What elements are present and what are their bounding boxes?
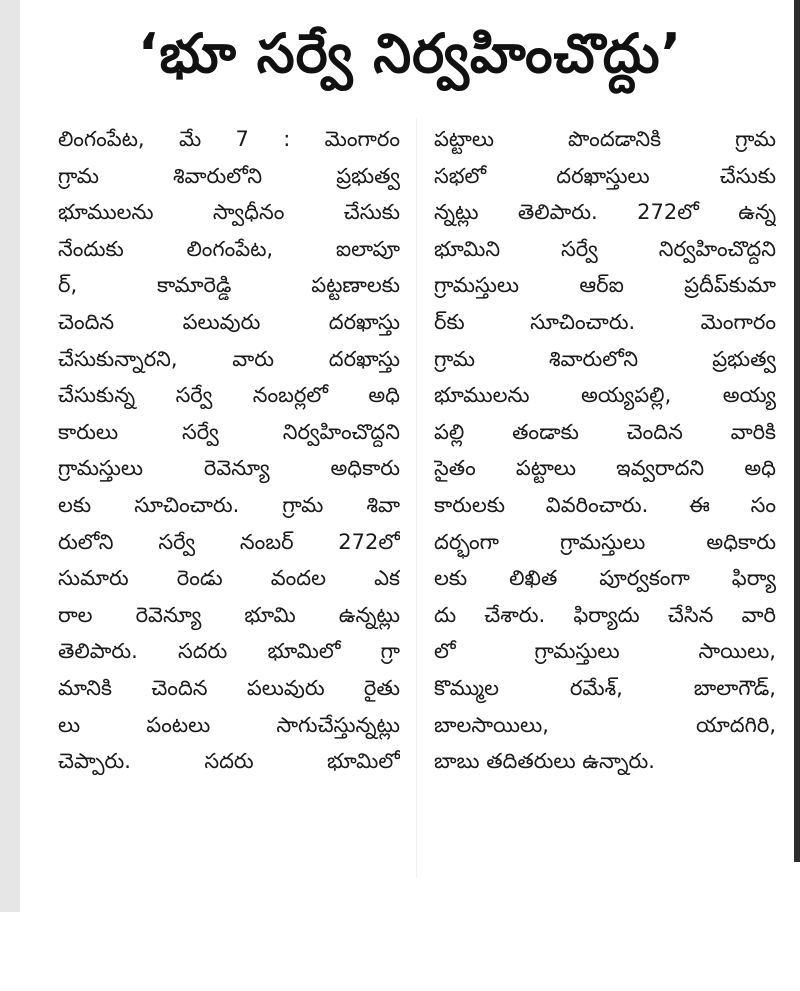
text-line: కారులు సర్వే నిర్వహించొద్దని (58, 419, 400, 444)
text-line: దర్భంగా గ్రామస్తులు అధికారు (434, 529, 776, 554)
text-line: పల్లి తండాకు చెందిన వారికి (434, 419, 776, 444)
text-line: రాల రెవెన్యూ భూమి ఉన్నట్లు (58, 602, 400, 627)
text-line: పట్టాలు పొందడానికి గ్రామ (434, 127, 776, 151)
right-column (434, 121, 776, 780)
left-column (58, 121, 400, 780)
text-line: నేందుకు లింగంపేట, ఐలాపూ (58, 236, 400, 261)
right-edge-border (794, 0, 800, 862)
headline: ‘భూ సర్వే నిర్వహించొద్దు’ (137, 22, 683, 85)
text-line: లు పంటలు సాగుచేస్తున్నట్లు (58, 712, 400, 737)
text-line: గ్రామ శివారులోని ప్రభుత్వ (434, 346, 776, 371)
text-line: గ్రామ శివారులోని ప్రభుత్వ (58, 163, 400, 188)
text-line: భూమిని సర్వే నిర్వహించొద్దని (434, 236, 776, 261)
text-line: గ్రామస్తులు ఆర్ఐ ప్రదీప్‌కుమా (434, 273, 776, 298)
left-shadow-strip (0, 0, 20, 912)
text-line: చెప్పారు. సదరు భూమిలో (58, 749, 400, 774)
text-line: సభలో దరఖాస్తులు చేసుకు (434, 163, 776, 188)
text-line: సైతం పట్టాలు ఇవ్వరాదని అధి (434, 456, 776, 481)
text-line: ర్‌కు సూచించారు. మెంగారం (434, 309, 776, 334)
text-line: భూములను అయ్యపల్లి, అయ్య (434, 383, 776, 408)
text-line: సుమారు రెండు వందల ఎక (58, 566, 400, 591)
text-line: లకు సూచించారు. గ్రామ శివా (58, 492, 400, 517)
text-line: దు చేశారు. ఫిర్యాదు చేసిన వారి (434, 602, 776, 627)
text-line: ర్, కామారెడ్డి పట్టణాలకు (58, 273, 400, 298)
text-line: మానికి చెందిన పలువురు రైతు (58, 675, 400, 700)
text-line: న్నట్లు తెలిపారు. 272లో ఉన్న (434, 200, 776, 225)
text-line: రులోని సర్వే నంబర్ 272లో (58, 529, 400, 554)
text-line: గ్రామస్తులు రెవెన్యూ అధికారు (58, 456, 400, 481)
column-gutter (416, 118, 417, 878)
text-line: చేసుకున్నారని, వారు దరఖాస్తు (58, 346, 400, 371)
text-line: చెందిన పలువురు దరఖాస్తు (58, 309, 400, 334)
text-line: కొమ్ముల రమేశ్, బాలాగౌడ్, (434, 675, 776, 700)
text-line: బాలసాయిలు, యాదగిరి, (434, 712, 776, 737)
text-line: లింగంపేట, మే 7 : మెంగారం (58, 127, 400, 151)
text-line: చేసుకున్న సర్వే నంబర్లలో అధి (58, 383, 400, 408)
text-line: లో గ్రామస్తులు సాయిలు, (434, 639, 776, 664)
text-line: తెలిపారు. సదరు భూమిలో గ్రా (58, 639, 400, 664)
text-line: కారులకు వివరించారు. ఈ సం (434, 492, 776, 517)
text-line: బాబు తదితరులు ఉన్నారు. (434, 749, 655, 774)
text-line: భూములను స్వాధీనం చేసుకు (58, 200, 400, 225)
text-line: లకు లిఖిత పూర్వకంగా ఫిర్యా (434, 566, 776, 591)
